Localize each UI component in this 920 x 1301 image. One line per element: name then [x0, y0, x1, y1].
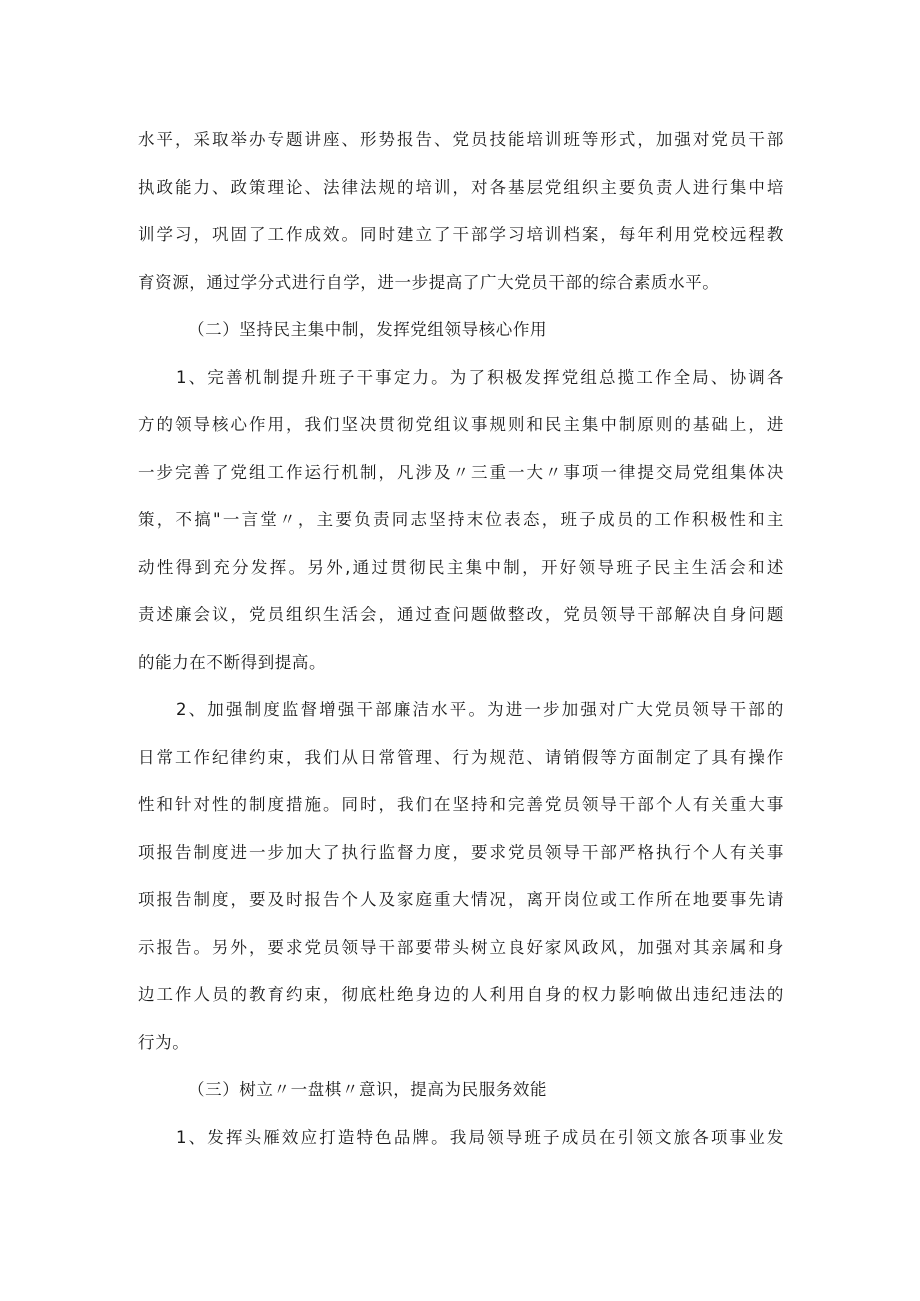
- paragraph-line: 的能力在不断得到提高。: [138, 652, 327, 672]
- paragraph-line: 1、发挥头雁效应打造特色品牌。我局领导班子成员在引领文旅各项事业发: [176, 1127, 784, 1147]
- paragraph-line: 示报告。另外，要求党员领导干部要带头树立良好家风政风，加强对其亲属和身: [138, 937, 784, 957]
- paragraph-line: 2、加强制度监督增强干部廉洁水平。为进一步加强对广大党员领导干部的: [176, 700, 784, 719]
- section-heading-2: （二）坚持民主集中制，发挥党组领导核心作用: [188, 320, 548, 339]
- paragraph-line: 日常工作纪律约束，我们从日常管理、行为规范、请销假等方面制定了具有操作: [138, 747, 784, 767]
- paragraph-line: 性和针对性的制度措施。同时，我们在坚持和完善党员领导干部个人有关重大事: [138, 795, 784, 814]
- paragraph-line: 边工作人员的教育约束，彻底杜绝身边的人利用自身的权力影响做出违纪违法的: [138, 985, 784, 1004]
- paragraph-line: 执政能力、政策理论、法律法规的培训，对各基层党组织主要负责人进行集中培: [138, 177, 784, 197]
- section-heading-3: （三）树立〃一盘棋〃意识，提高为民服务效能: [188, 1080, 548, 1099]
- paragraph-line: 项报告制度进一步加大了执行监督力度，要求党员领导干部严格执行个人有关事: [138, 842, 784, 862]
- paragraph-line: 1、完善机制提升班子干事定力。为了积极发挥党组总揽工作全局、协调各: [176, 367, 784, 387]
- paragraph-line: 项报告制度，要及时报告个人及家庭重大情况，离开岗位或工作所在地要事先请: [138, 890, 784, 909]
- paragraph-line: 策，不搞"一言堂〃，主要负责同志坚持末位表态，班子成员的工作积极性和主: [138, 510, 784, 529]
- paragraph-line: 方的领导核心作用，我们坚决贯彻党组议事规则和民主集中制原则的基础上，进: [138, 415, 784, 434]
- document-body: [138, 116, 784, 1161]
- paragraph-line: 育资源，通过学分式进行自学，进一步提高了广大党员干部的综合素质水平。: [138, 272, 720, 292]
- paragraph-line: 责述廉会议，党员组织生活会，通过查问题做整改，党员领导干部解决自身问题: [138, 605, 784, 624]
- paragraph-line: 训学习，巩固了工作成效。同时建立了干部学习培训档案，每年利用党校远程教: [138, 225, 784, 244]
- paragraph-line: 动性得到充分发挥。另外,通过贯彻民主集中制，开好领导班子民主生活会和述: [138, 557, 784, 577]
- paragraph-line: 水平，采取举办专题讲座、形势报告、党员技能培训班等形式，加强对党员干部: [138, 130, 784, 149]
- paragraph-line: 行为。: [138, 1032, 190, 1052]
- paragraph-line: 一步完善了党组工作运行机制，凡涉及〃三重一大〃事项一律提交局党组集体决: [138, 462, 784, 482]
